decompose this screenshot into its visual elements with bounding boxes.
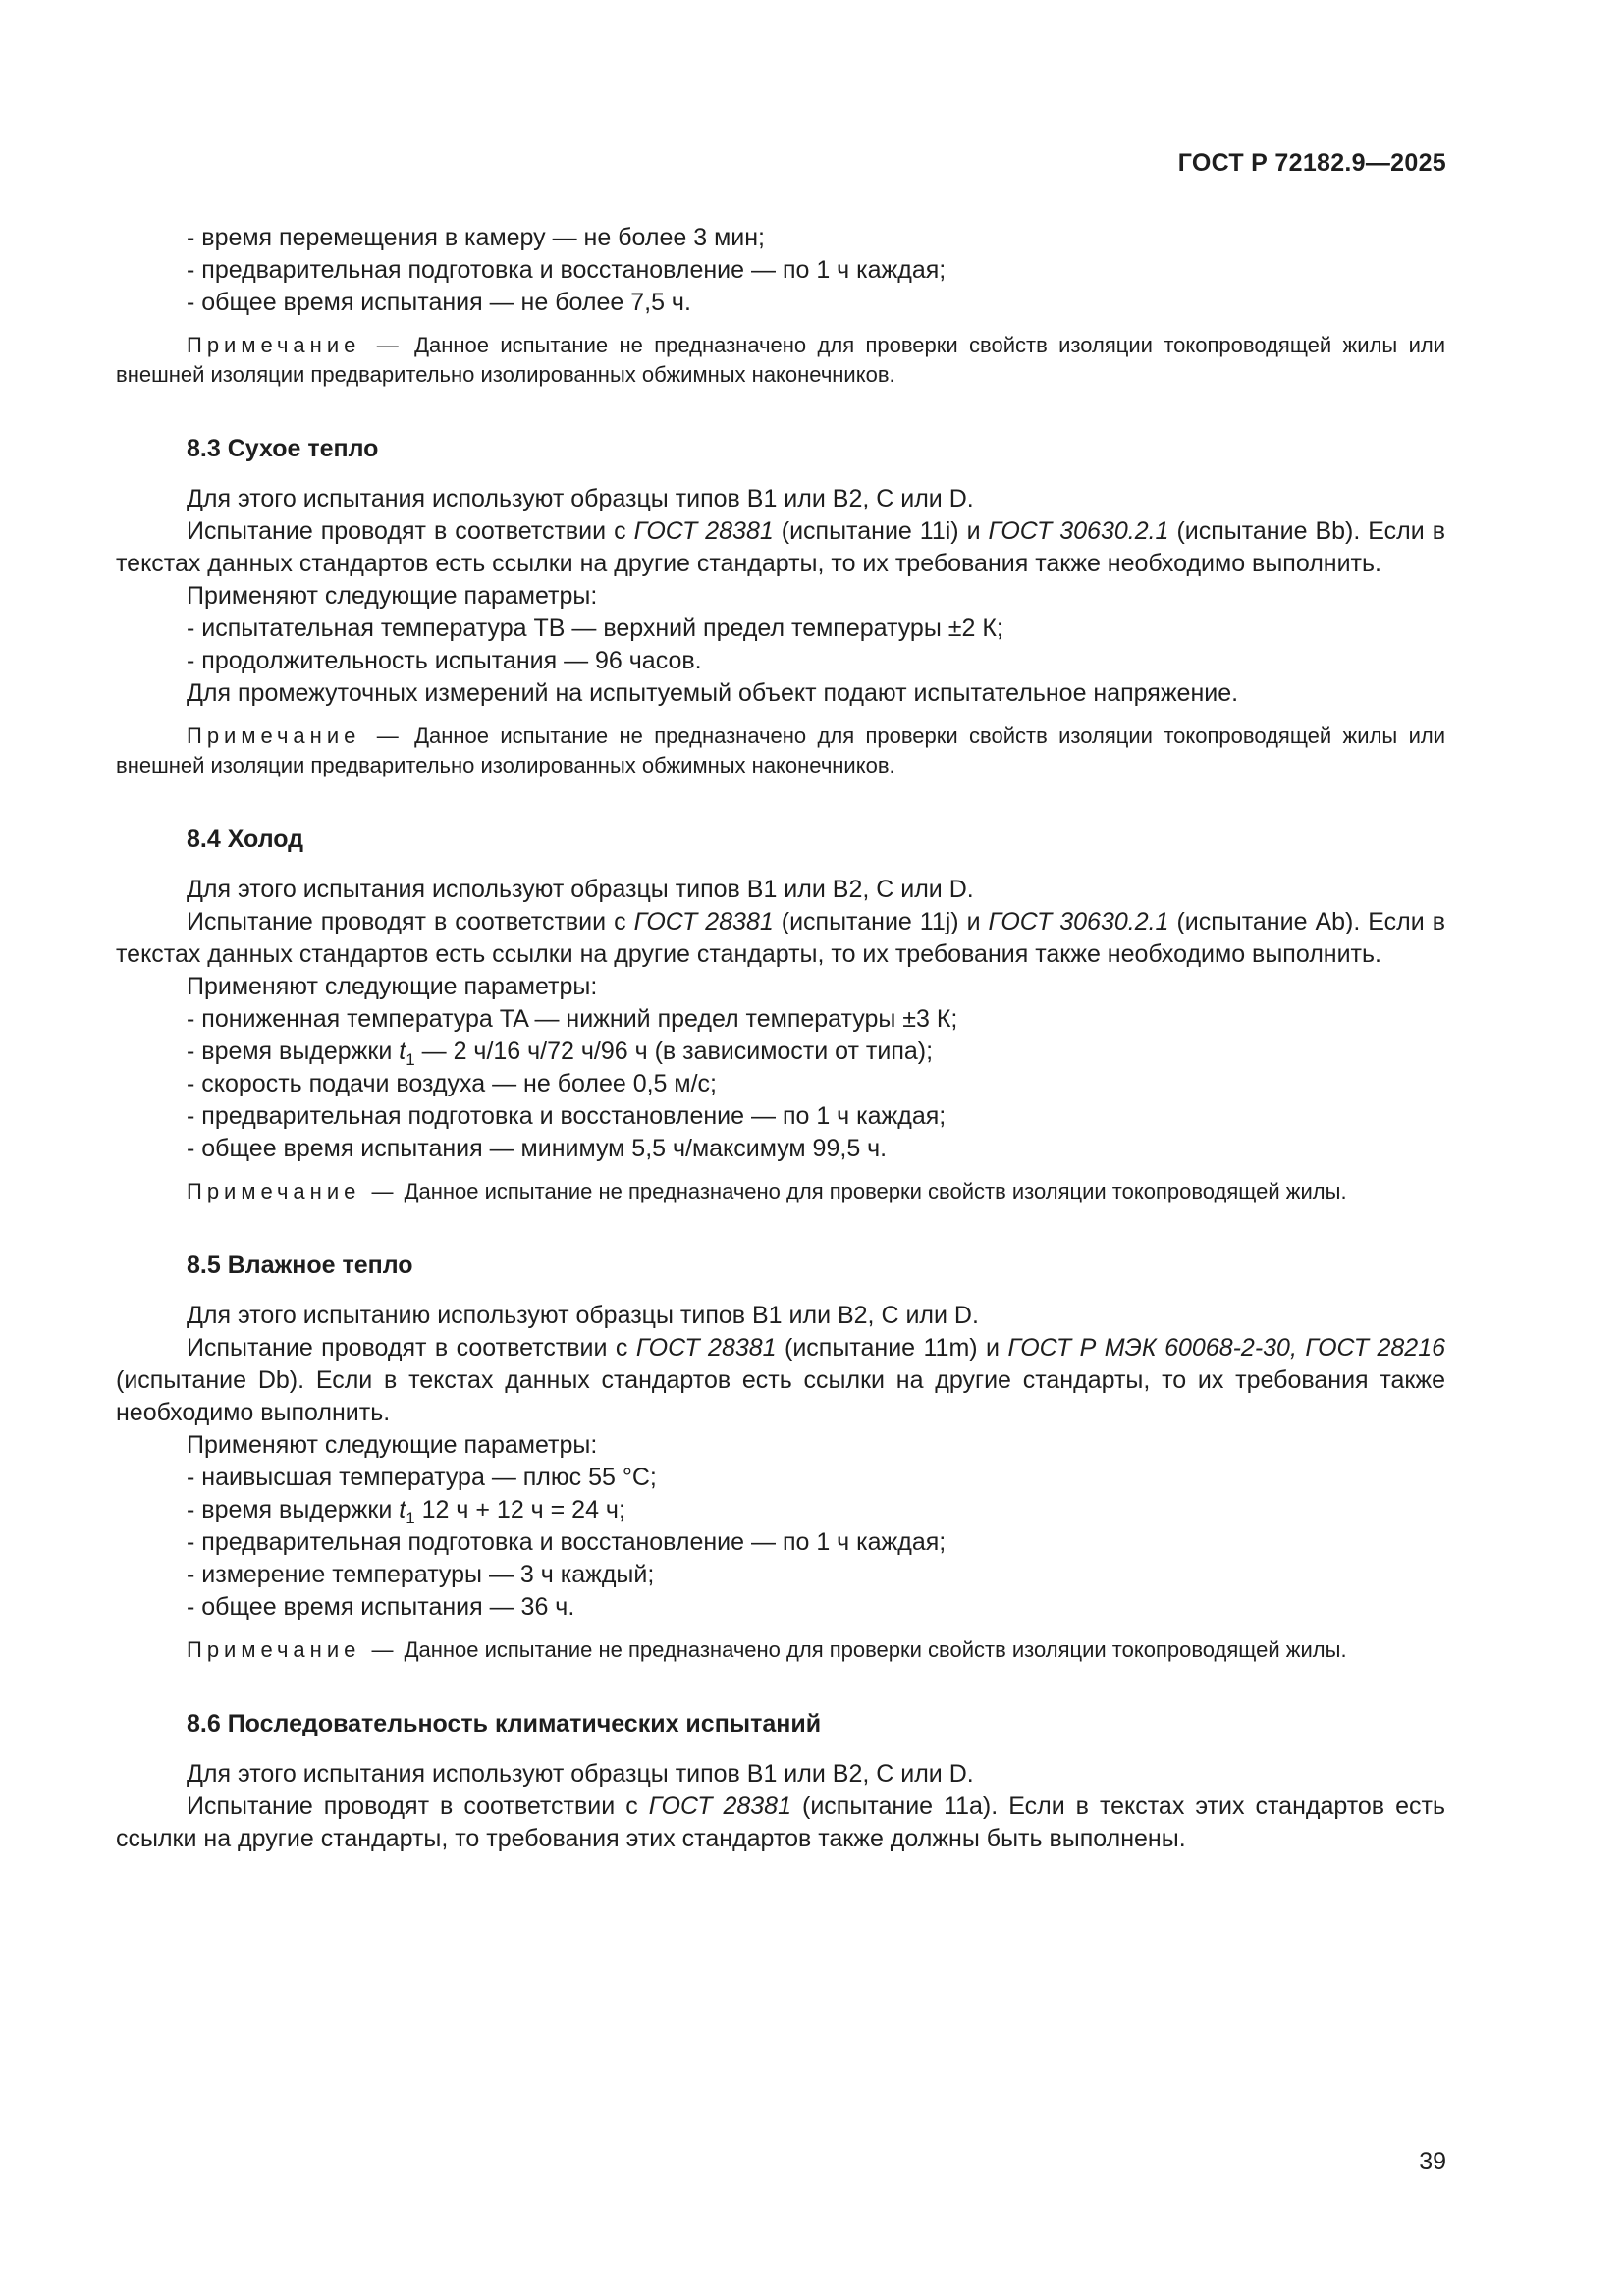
section-heading-8-3: 8.3 Сухое тепло bbox=[187, 435, 379, 462]
note-label: Примечание — bbox=[187, 1179, 399, 1203]
standard-ref: ГОСТ Р МЭК 60068-2-30, ГОСТ 28216 bbox=[1007, 1334, 1446, 1362]
note-text: Данное испытание не предназначено для проверки свойств изоляции токопроводящей жилы или внешней изоляции предварительно изолированных обжимных наконечников. bbox=[116, 723, 1445, 777]
paragraph: Испытание проводят в соответствии с ГОСТ 28381 (испытание 11a). Если в текстах этих стандартов есть ссылки на другие стандарты, то требования этих стандартов также должны быть выполнены. bbox=[116, 1792, 1445, 1852]
standard-ref: ГОСТ 28381 bbox=[633, 517, 774, 545]
list-item: - скорость подачи воздуха — не более 0,5 м/с; bbox=[187, 1068, 1445, 1100]
document-id: ГОСТ Р 72182.9—2025 bbox=[1177, 149, 1446, 177]
list-item: - общее время испытания — минимум 5,5 ч/максимум 99,5 ч. bbox=[187, 1133, 1445, 1165]
paragraph: Для этого испытания используют образцы типов B1 или B2, C или D. bbox=[187, 876, 974, 903]
paragraph: Применяют следующие параметры: bbox=[187, 582, 598, 610]
standard-ref: ГОСТ 30630.2.1 bbox=[988, 517, 1169, 545]
list-item: - время перемещения в камеру — не более 3 мин; bbox=[187, 222, 1445, 254]
list-item: - время выдержки $t_1$ 12 ч + 12 ч = 24 ч; bbox=[187, 1494, 1445, 1526]
paragraph: Применяют следующие параметры: bbox=[187, 973, 598, 1000]
note-label: Примечание — bbox=[187, 1637, 399, 1662]
page-content bbox=[116, 222, 1445, 1855]
note bbox=[116, 331, 1445, 390]
page-number: 39 bbox=[1419, 2148, 1446, 2175]
note-label: Примечание — bbox=[187, 723, 404, 748]
note bbox=[116, 1635, 1445, 1665]
paragraph: Для промежуточных измерений на испытуемый объект подают испытательное напряжение. bbox=[187, 679, 1239, 707]
standard-ref: ГОСТ 30630.2.1 bbox=[988, 908, 1169, 935]
paragraph: Испытание проводят в соответствии с ГОСТ 28381 (испытание 11j) и ГОСТ 30630.2.1 (испытание Ab). Если в текстах данных стандартов есть ссылки на другие стандарты, то их требования также необходимо выполнить. bbox=[116, 908, 1445, 968]
paragraph: Для этого испытанию используют образцы типов B1 или B2, C или D. bbox=[187, 1302, 979, 1329]
paragraph: Испытание проводят в соответствии с ГОСТ 28381 (испытание 11i) и ГОСТ 30630.2.1 (испытание Bb). Если в текстах данных стандартов есть ссылки на другие стандарты, то их требования также необходимо выполнить. bbox=[116, 517, 1445, 577]
list-item: - испытательная температура TB — верхний предел температуры ±2 К; bbox=[187, 613, 1445, 645]
list-item: - измерение температуры — 3 ч каждый; bbox=[187, 1559, 1445, 1591]
section-heading-8-5: 8.5 Влажное тепло bbox=[187, 1252, 413, 1279]
paragraph: Для этого испытания используют образцы типов B1 или B2, C или D. bbox=[187, 1760, 974, 1788]
paragraph: Применяют следующие параметры: bbox=[187, 1431, 598, 1459]
list-item: - время выдержки $t_1$ — 2 ч/16 ч/72 ч/96 ч (в зависимости от типа); bbox=[187, 1036, 1445, 1068]
list-item: - пониженная температура TA — нижний предел температуры ±3 К; bbox=[187, 1003, 1445, 1036]
note-label: Примечание — bbox=[187, 333, 404, 357]
paragraph: Испытание проводят в соответствии с ГОСТ 28381 (испытание 11m) и ГОСТ Р МЭК 60068-2-30, ГОСТ 28216 (испытание Db). Если в текстах данных стандартов есть ссылки на другие стандарты, то их требования также необходимо выполнить. bbox=[116, 1334, 1446, 1426]
list-item: - общее время испытания — 36 ч. bbox=[187, 1591, 1445, 1624]
note bbox=[116, 721, 1445, 780]
note bbox=[116, 1177, 1445, 1206]
section-heading-8-4: 8.4 Холод bbox=[187, 826, 304, 853]
note-text: Данное испытание не предназначено для проверки свойств изоляции токопроводящей жилы. bbox=[404, 1637, 1347, 1662]
list-item: - продолжительность испытания — 96 часов. bbox=[187, 645, 1445, 677]
standard-ref: ГОСТ 28381 bbox=[635, 1334, 777, 1362]
note-text: Данное испытание не предназначено для проверки свойств изоляции токопроводящей жилы. bbox=[404, 1179, 1347, 1203]
standard-ref: ГОСТ 28381 bbox=[633, 908, 774, 935]
list-item: - предварительная подготовка и восстановление — по 1 ч каждая; bbox=[187, 254, 1445, 287]
note-text: Данное испытание не предназначено для проверки свойств изоляции токопроводящей жилы или внешней изоляции предварительно изолированных обжимных наконечников. bbox=[116, 333, 1445, 387]
list-item: - предварительная подготовка и восстановление — по 1 ч каждая; bbox=[187, 1526, 1445, 1559]
section-heading-8-6: 8.6 Последовательность климатических испытаний bbox=[187, 1710, 822, 1737]
paragraph: Для этого испытания используют образцы типов B1 или B2, C или D. bbox=[187, 485, 974, 512]
list-item: - наивысшая температура — плюс 55 °C; bbox=[187, 1462, 1445, 1494]
standard-ref: ГОСТ 28381 bbox=[648, 1792, 791, 1820]
list-item: - общее время испытания — не более 7,5 ч. bbox=[187, 287, 1445, 319]
list-item: - предварительная подготовка и восстановление — по 1 ч каждая; bbox=[187, 1100, 1445, 1133]
